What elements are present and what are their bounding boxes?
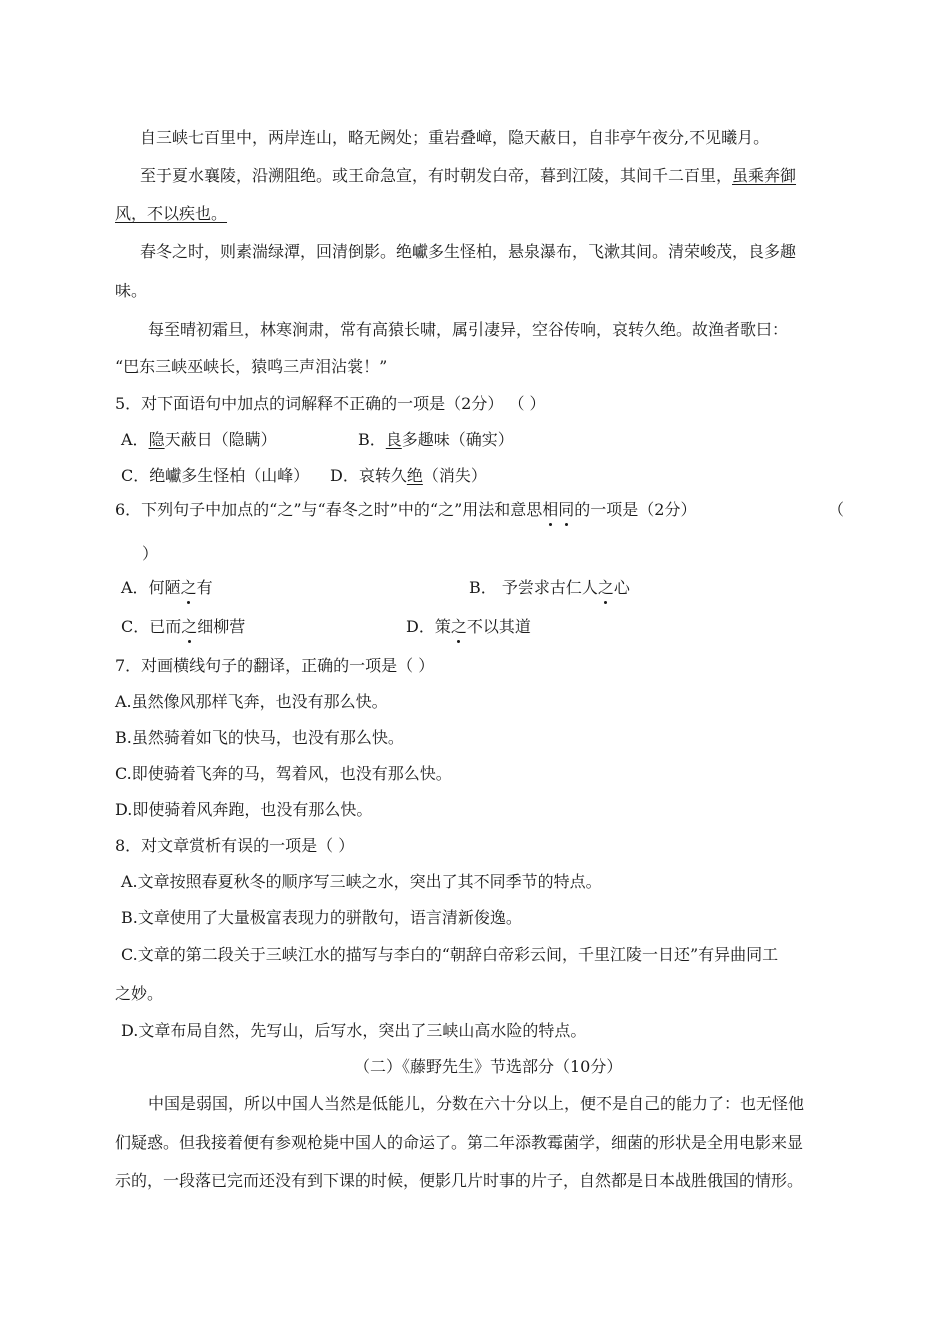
question-8-option-c: C.文章的第二段关于三峡江水的描写与李白的“朝辞白帝彩云间，千里江陵一日还”有异曲同工: [121, 945, 779, 964]
question-6-option-b: [469, 578, 630, 598]
question-7-option-c: C.即使骑着飞奔的马，驾着风，也没有那么快。: [115, 764, 452, 783]
dotted-word: 相: [542, 500, 559, 519]
stem-text: 的一项是（2分）: [574, 500, 697, 519]
question-7-option-a: A.虽然像风那样飞奔，也没有那么快。: [115, 692, 388, 711]
option-label: B．: [358, 430, 386, 449]
underlined-sentence-continued: 风，不以疾也。: [115, 204, 228, 223]
option-text: 天蔽日（隐瞒）: [164, 430, 277, 449]
option-text: 多趣味（确实）: [401, 430, 514, 449]
dotted-word: 同: [558, 500, 575, 519]
section-2-paragraph: 中国是弱国，所以中国人当然是低能儿，分数在六十分以上，便不是自己的能力了：也无怪他: [148, 1094, 805, 1113]
question-5-option-a: [121, 430, 277, 450]
passage-paragraph-4: 每至晴初霜旦，林寒涧肃，常有高猿长啸，属引凄异，空谷传响，哀转久绝。故渔者歌曰：: [148, 320, 789, 339]
passage-paragraph-3: 春冬之时，则素湍绿潭，回清倒影。绝巘多生怪柏，悬泉瀑布，飞漱其间。清荣峻茂，良多趣: [140, 242, 797, 261]
option-text: （消失）: [422, 466, 487, 485]
dotted-word: 之: [450, 617, 467, 636]
passage-paragraph-1: 自三峡七百里中，两岸连山，略无阙处；重岩叠嶂，隐天蔽日，自非亭午夜分,不见曦月。: [140, 128, 770, 147]
question-5-option-d: [330, 466, 487, 486]
option-text: 不以其道: [466, 617, 531, 636]
question-5-option-b: [358, 430, 514, 450]
dotted-word: 之: [180, 578, 197, 597]
question-7-option-d: D.即使骑着风奔跑，也没有那么快。: [115, 800, 373, 819]
passage-text: 至于夏水襄陵，沿溯阻绝。或王命急宣，有时朝发白帝，暮到江陵，其间千二百里，: [140, 166, 733, 185]
section-2-paragraph-cont: 们疑惑。但我接着便有参观枪毙中国人的命运了。第二年添教霉菌学，细菌的形状是全用电影来显: [115, 1133, 804, 1152]
marked-word: 隐: [148, 430, 165, 449]
dotted-word: 之: [597, 578, 614, 597]
question-8-option-c-cont: 之妙。: [115, 984, 164, 1003]
question-8-option-d: D.文章布局自然，先写山，后写水，突出了三峡山高水险的特点。: [121, 1021, 587, 1040]
dotted-word: 之: [181, 617, 198, 636]
question-7-option-b: B.虽然骑着如飞的快马，也没有那么快。: [115, 728, 404, 747]
option-text: D．策: [406, 617, 451, 636]
option-text: B． 予尝求古仁人: [469, 578, 598, 597]
stem-text: 6．下列句子中加点的“之”与“春冬之时”中的“之”用法和意思: [115, 500, 543, 519]
question-6-option-d: [406, 617, 531, 637]
question-7-stem: 7．对画横线句子的翻译，正确的一项是（ ）: [115, 656, 435, 675]
underlined-sentence: 虽乘奔御: [732, 166, 797, 185]
question-8-option-a: A.文章按照春夏秋冬的顺序写三峡之水，突出了其不同季节的特点。: [121, 872, 602, 891]
section-2-paragraph-cont: 示的，一段落已完而还没有到下课的时候，便影几片时事的片子，自然都是日本战胜俄国的情形。: [115, 1171, 804, 1190]
option-text: D．哀转久: [330, 466, 407, 485]
option-text: C．已而: [121, 617, 182, 636]
option-label: A．: [121, 430, 149, 449]
passage-paragraph-2: [140, 166, 796, 186]
option-text: 心: [613, 578, 630, 597]
question-6-option-c: [121, 617, 245, 637]
passage-paragraph-3-cont: 味。: [115, 281, 148, 300]
section-2-heading: （二）《藤野先生》节选部分（10分）: [354, 1057, 623, 1076]
answer-paren-open: （: [828, 500, 845, 519]
passage-paragraph-4-cont: “巴东三峡巫峡长，猿鸣三声泪沾裳！”: [115, 357, 388, 376]
marked-word: 绝: [406, 466, 423, 485]
question-8-option-b: B.文章使用了大量极富表现力的骈散句，语言清新俊逸。: [121, 908, 522, 927]
marked-word: 良: [385, 430, 402, 449]
answer-paren-close: ）: [142, 544, 159, 563]
option-text: 有: [196, 578, 213, 597]
question-6-stem: [115, 500, 696, 520]
question-5-stem: 5．对下面语句中加点的词解释不正确的一项是（2分） （ ）: [115, 394, 546, 413]
option-text: A．何陋: [121, 578, 181, 597]
question-6-option-a: [121, 578, 213, 598]
option-text: 细柳营: [197, 617, 246, 636]
question-8-stem: 8．对文章赏析有误的一项是（ ）: [115, 836, 355, 855]
question-5-option-c: C．绝巘多生怪柏（山峰）: [121, 466, 310, 485]
